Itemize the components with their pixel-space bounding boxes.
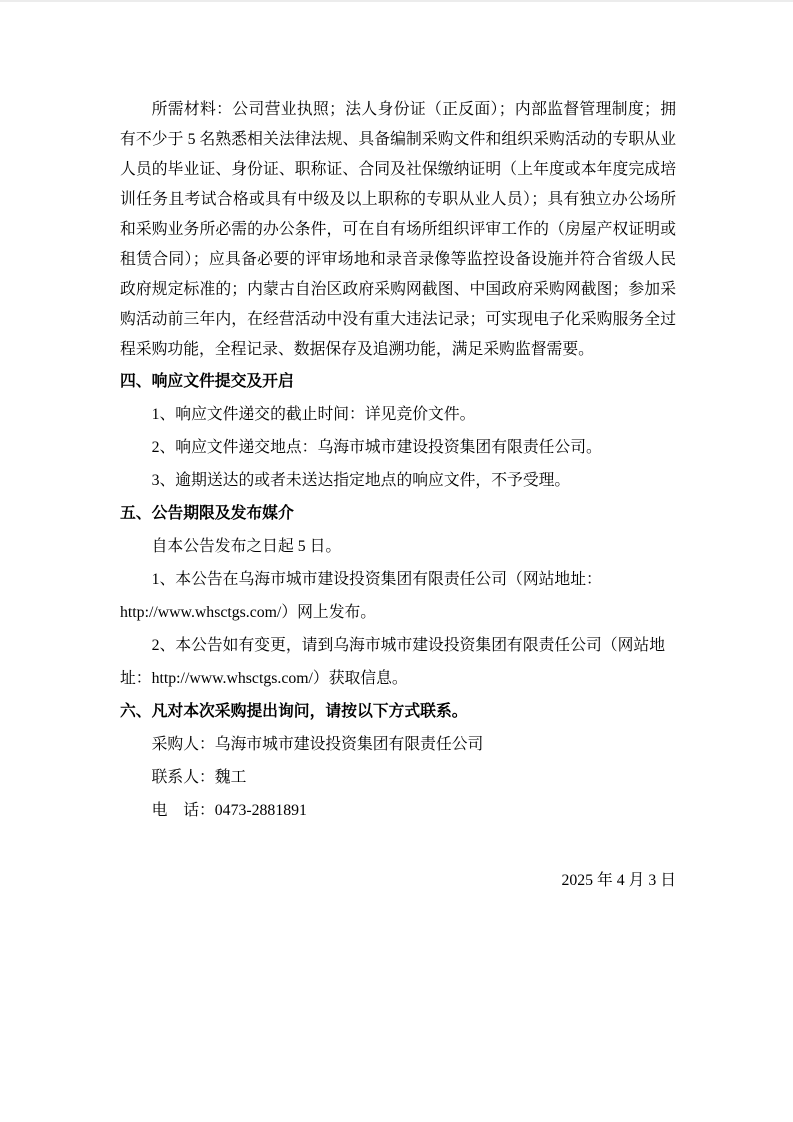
section-4-heading: 四、响应文件提交及开启 (120, 373, 294, 390)
phone-line: 电 话：0473-2881891 (151, 802, 307, 819)
materials-line: 政府规定标准的；内蒙古自治区政府采购网截图、中国政府采购网截图；参加采 (120, 281, 676, 298)
section-5-intro: 自本公告发布之日起 5 日。 (151, 538, 342, 555)
document-date: 2025 年 4 月 3 日 (561, 872, 676, 889)
document-content (0, 2, 793, 897)
materials-line: 程采购功能，全程记录、数据保存及追溯功能，满足采购监督需要。 (120, 341, 594, 358)
materials-line: 有不少于 5 名熟悉相关法律法规、具备编制采购文件和组织采购活动的专职从业 (120, 131, 676, 148)
section-5-item-2-line-1: 2、本公告如有变更，请到乌海市城市建设投资集团有限责任公司（网站地 (151, 637, 665, 654)
section-4-item-3: 3、逾期送达的或者未送达指定地点的响应文件，不予受理。 (151, 472, 571, 489)
purchaser-line: 采购人：乌海市城市建设投资集团有限责任公司 (151, 736, 484, 753)
materials-line: 和采购业务所必需的办公条件，可在自有场所组织评审工作的（房屋产权证明或 (120, 221, 676, 238)
section-5-item-1-line-2: http://www.whsctgs.com/）网上发布。 (120, 604, 377, 621)
materials-line: 租赁合同）；应具备必要的评审场地和录音录像等监控设备设施并符合省级人民 (120, 251, 676, 268)
section-5-item-2-line-2: 址：http://www.whsctgs.com/）获取信息。 (120, 670, 408, 687)
section-5-heading: 五、公告期限及发布媒介 (120, 505, 294, 522)
contact-person-line: 联系人：魏工 (151, 769, 247, 786)
paragraph-required-materials (120, 95, 676, 365)
section-4-item-1: 1、响应文件递交的截止时间：详见竞价文件。 (151, 406, 476, 423)
section-6-heading: 六、凡对本次采购提出询问，请按以下方式联系。 (120, 703, 468, 720)
materials-line: 所需材料：公司营业执照；法人身份证（正反面）；内部监督管理制度；拥 (151, 101, 676, 118)
section-5-item-1-line-1: 1、本公告在乌海市城市建设投资集团有限责任公司（网站地址： (151, 571, 602, 588)
materials-line: 购活动前三年内，在经营活动中没有重大违法记录；可实现电子化采购服务全过 (120, 311, 676, 328)
materials-line: 训任务且考试合格或具有中级及以上职称的专职从业人员）；具有独立办公场所 (120, 191, 676, 208)
materials-line: 人员的毕业证、身份证、职称证、合同及社保缴纳证明（上年度或本年度完成培 (120, 161, 676, 178)
section-4-item-2: 2、响应文件递交地点：乌海市城市建设投资集团有限责任公司。 (151, 439, 602, 456)
